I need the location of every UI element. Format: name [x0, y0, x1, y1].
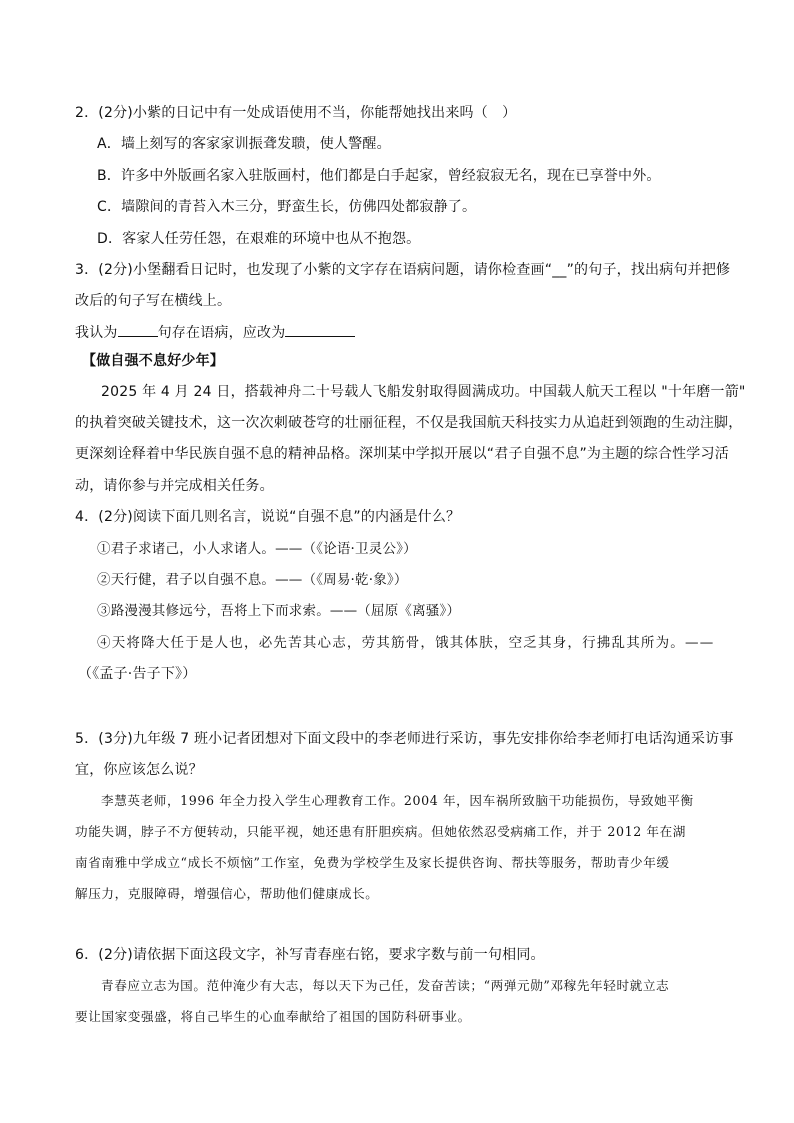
q4-stem: 4．(2分)阅读下面几则名言，说说“自强不息”的内涵是什么？	[75, 509, 461, 525]
q6-para-line2: 要让国家变强盛，将自己毕生的心血奉献给了祖国的国防科研事业。	[75, 1009, 471, 1024]
q2-option-c: C．墙隙间的青苔入木三分，野蛮生长，仿佛四处都寂静了。	[97, 199, 477, 215]
q6-para-line1: 青春应立志为国。范仲淹少有大志，每以天下为己任，发奋苦读；“两弹元勋”邓稼先年轻时就立志	[101, 978, 670, 993]
section-para-line4: 动，请你参与并完成相关任务。	[75, 478, 274, 494]
q3-blank-correction[interactable]	[285, 322, 355, 337]
section-para-line1: 2025 年 4 月 24 日，搭载神舟二十号载人飞船发射取得圆满成功。中国载人航天工程以 "十年磨一箭"	[101, 384, 746, 400]
q3-stem-line1: 3．(2分)小堡翻看日记时，也发现了小紫的文字存在语病问题，请你检查画“__”的句子，找出病句并把修	[75, 262, 731, 278]
q3-answer-line	[75, 322, 725, 342]
q4-quote-4: ④天将降大任于是人也，必先苦其心志，劳其筋骨，饿其体肤，空乏其身，行拂乱其所为。——	[97, 635, 715, 651]
q5-para-line4: 解压力，克服障碍，增强信心，帮助他们健康成长。	[75, 886, 379, 901]
q4-quote-2: ②天行健，君子以自强不息。——（《周易·乾·象》）	[97, 572, 408, 588]
q3-blank-sentence[interactable]	[118, 322, 158, 337]
q5-para-line2: 功能失调，脖子不方便转动，只能平视，她还患有肝胆疾病。但她依然忍受病痛工作，并于 2012 年在湖	[75, 824, 686, 839]
q2-stem: 2．(2分)小紫的日记中有一处成语使用不当，你能帮她找出来吗（ ）	[75, 105, 517, 121]
section-para-line2: 的执着突破关键技术，这一次次刺破苍穹的壮丽征程，不仅是我国航天科技实力从追赶到领跑的生动注脚，	[75, 415, 743, 431]
q3-answer-prefix: 我认为	[75, 325, 118, 341]
q5-para-line1: 李慧英老师，1996 年全力投入学生心理教育工作。2004 年，因车祸所致脑干功能损伤，导致她平衡	[101, 793, 694, 808]
q5-para-line3: 南省南雅中学成立“成长不烦恼”工作室，免费为学校学生及家长提供咨询、帮扶等服务，帮助青少年缓	[75, 855, 670, 870]
q4-quote-3: ③路漫漫其修远兮，吾将上下而求索。——（屈原《离骚》）	[97, 603, 461, 619]
q2-option-d: D．客家人任劳任怨，在艰难的环境中也从不抱怨。	[97, 231, 421, 247]
section-title: 【做自强不息好少年】	[82, 353, 224, 369]
q5-stem-line1: 5．(3分)九年级 7 班小记者团想对下面文段中的李老师进行采访，事先安排你给李老师打电话沟通采访事	[75, 731, 734, 747]
q2-option-a: A．墙上刻写的客家家训振聋发聩，使人警醒。	[97, 136, 391, 152]
q2-option-b: B．许多中外版画名家入驻版画村，他们都是白手起家，曾经寂寂无名，现在已享誉中外。	[97, 168, 661, 184]
q5-stem-line2: 宜，你应该怎么说？	[75, 762, 203, 778]
q3-stem-line2: 改后的句子写在横线上。	[75, 293, 232, 309]
q4-quote-1: ①君子求诸己，小人求诸人。——（《论语·卫灵公》）	[97, 541, 417, 557]
q6-stem: 6．(2分)请依据下面这段文字，补写青春座右铭，要求字数与前一句相同。	[75, 947, 545, 963]
q3-answer-mid: 句存在语病，应改为	[157, 325, 286, 341]
section-para-line3: 更深刻诠释着中华民族自强不息的精神品格。深圳某中学拟开展以“君子自强不息”为主题的综合性学习活	[75, 446, 729, 462]
q4-quote-4-source: （《孟子·告子下》）	[78, 666, 197, 682]
